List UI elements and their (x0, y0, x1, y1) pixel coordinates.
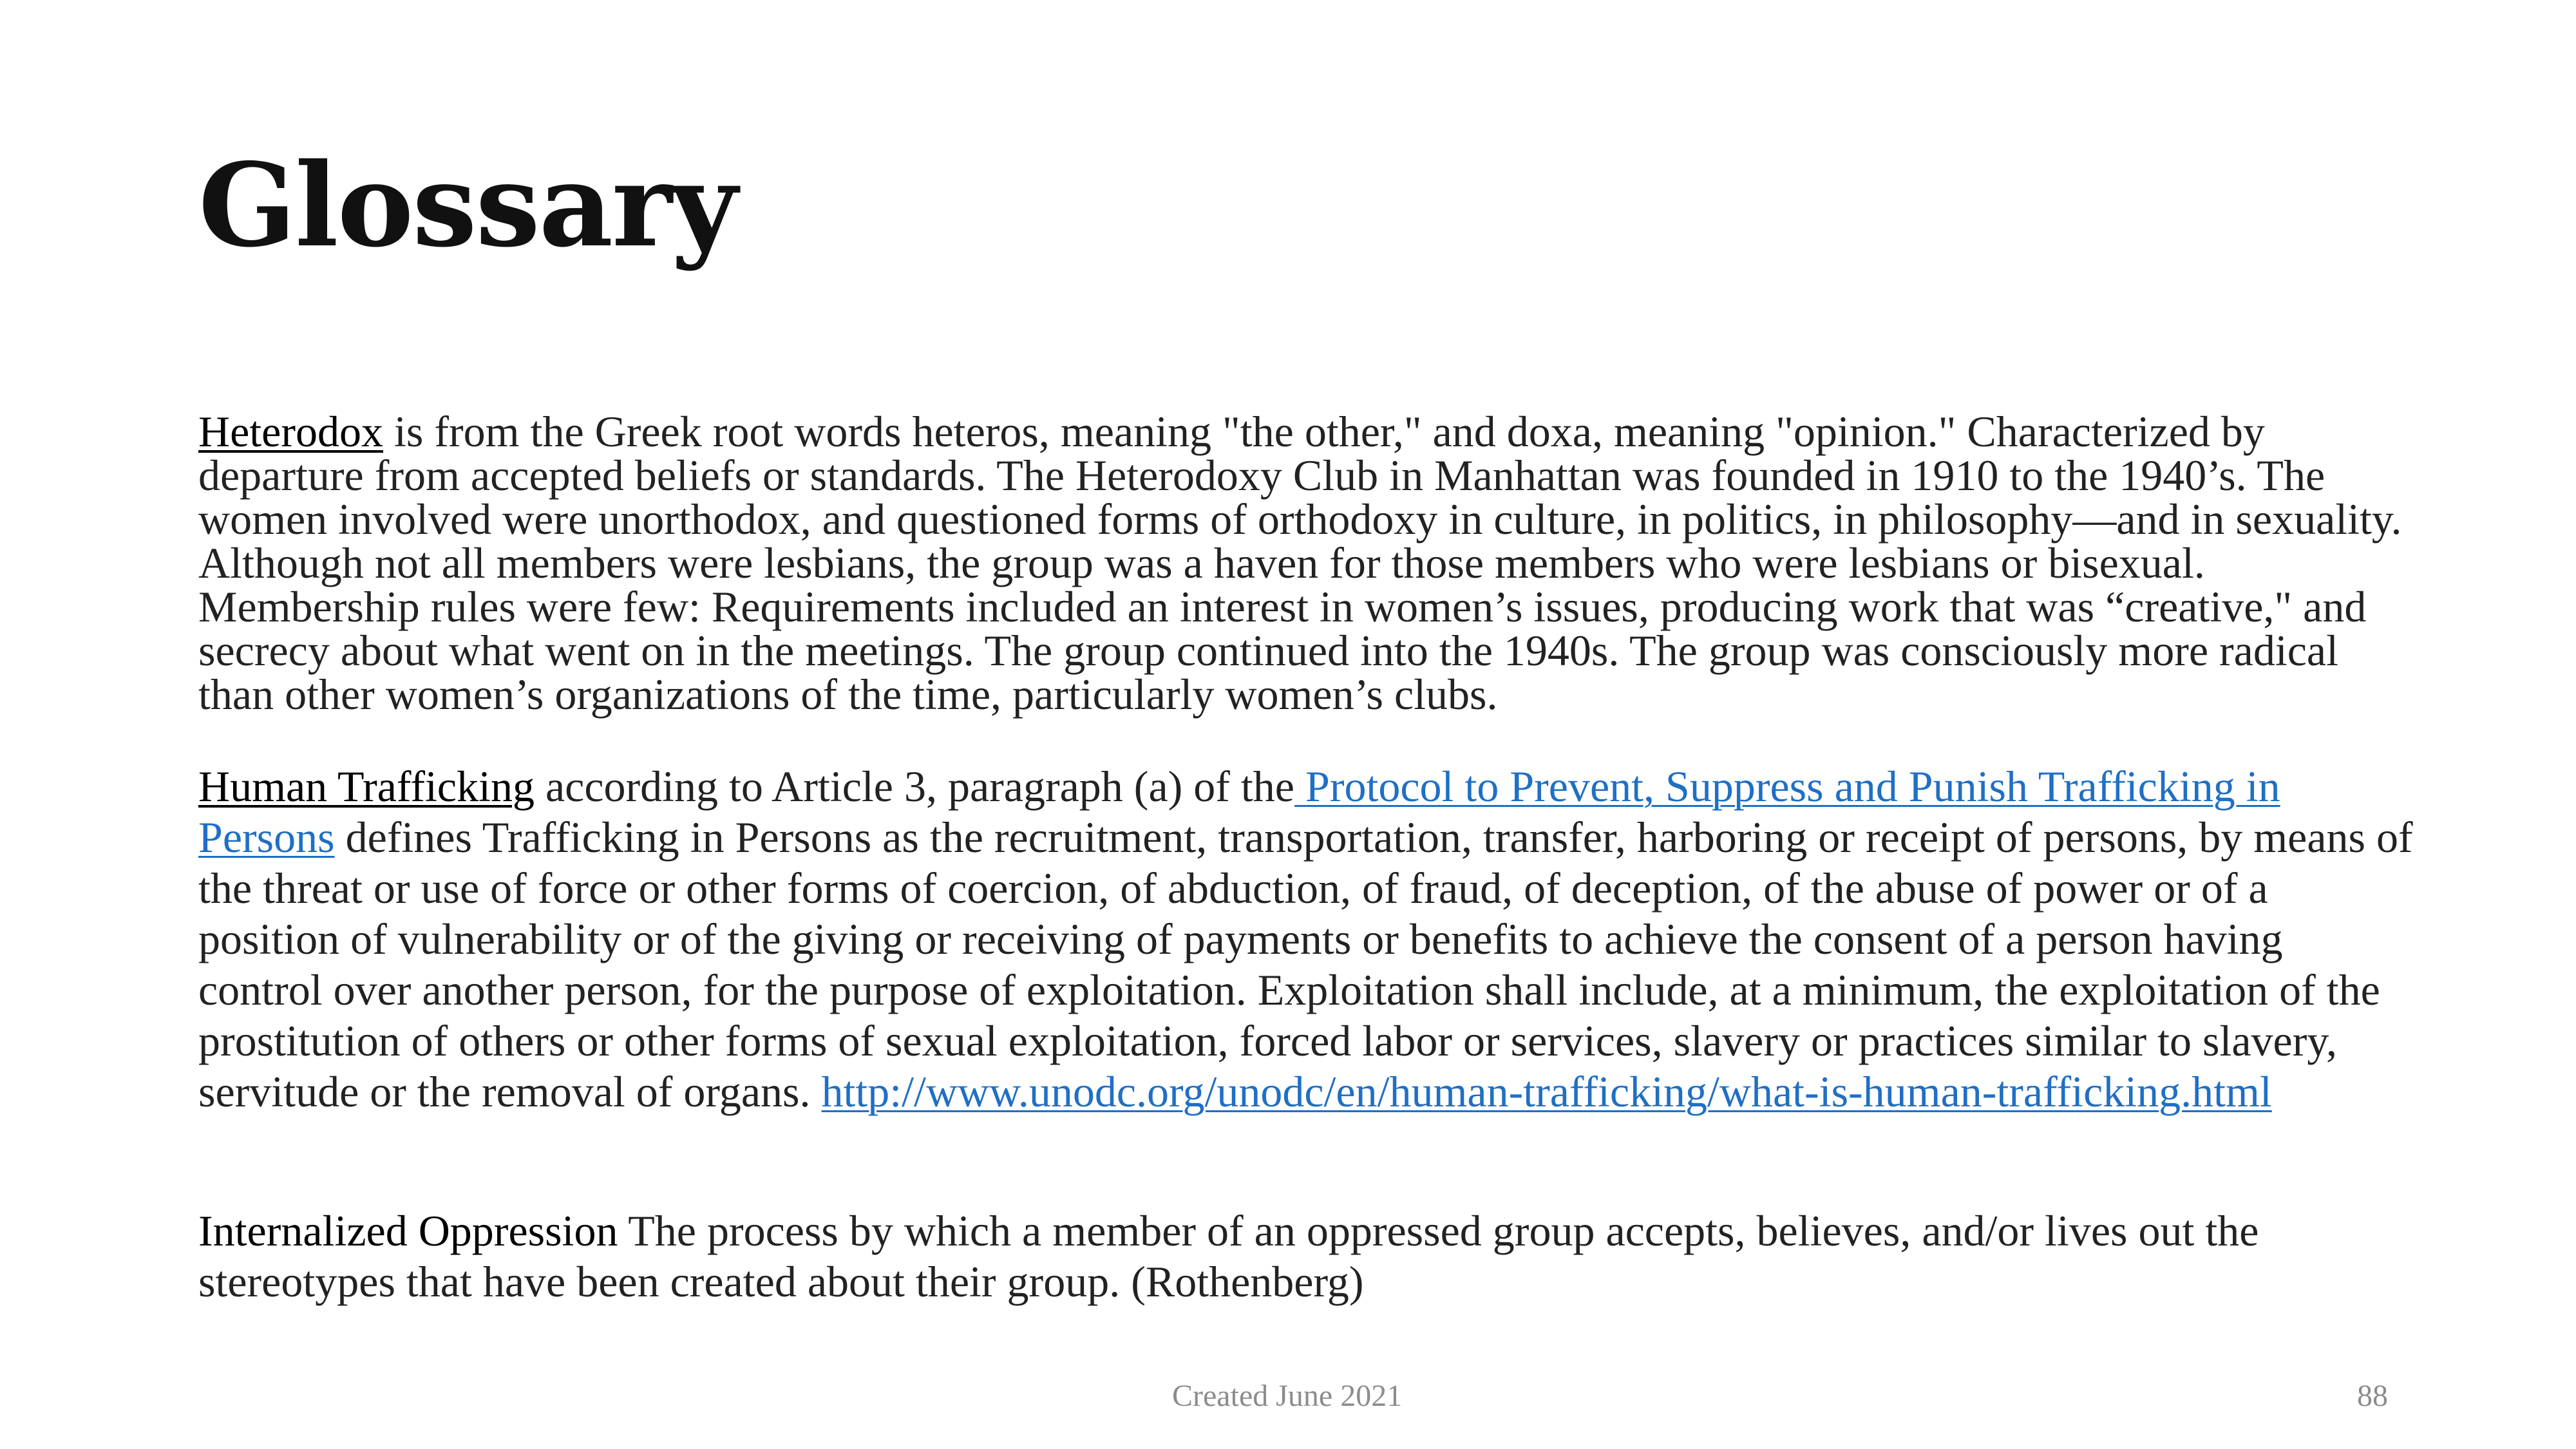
definition-human-trafficking-body: defines Trafficking in Persons as the recruitment, transportation, transfer, harboring or receipt of persons, by means of the threat or use of force or other forms of coercion, of abduction, of fraud, of deception, of the abuse of power or of a position of vulnerability or of the giving or receiving of payments or benefits to achieve the consent of a person having control over another person, for the purpose of exploitation. Exploitation shall include, at a minimum, the exploitation of the prostitution of others or other forms of sexual exploitation, forced labor or services, slavery or practices similar to slavery, servitude or the removal of organs. (198, 813, 2413, 1116)
protocol-link[interactable]: Protocol to Prevent, Suppress and Punish Trafficking in Persons (198, 762, 2280, 862)
footer-created-date: Created June 2021 (1172, 1379, 1403, 1413)
glossary-entry-internalized-oppression (198, 1206, 2414, 1307)
definition-internalized-oppression: The process by which a member of an oppressed group accepts, believes, and/or lives out the stereotypes that have been created about their group. (Rothenberg) (198, 1206, 2259, 1306)
term-human-trafficking: Human Trafficking (198, 762, 535, 811)
term-internalized-oppression: Internalized Oppression (198, 1206, 618, 1255)
page-number: 88 (2357, 1379, 2388, 1413)
term-heterodox: Heterodox (198, 407, 384, 456)
slide-title: Glossary (198, 138, 737, 272)
definition-human-trafficking-intro: according to Article 3, paragraph (a) of the (534, 762, 1294, 811)
glossary-entry-human-trafficking (198, 761, 2414, 1117)
definition-heterodox: is from the Greek root words heteros, meaning "the other," and doxa, meaning "opinion." Characterized by departure from accepted beliefs or standards. The Heterodoxy Club in Manhattan was founded in 1910 to the 1940’s. The women involved were unorthodox, and questioned forms of orthodoxy in culture, in politics, in philosophy—and in sexuality. Although not all members were lesbians, the group was a haven for those members who were lesbians or bisexual. Membership rules were few: Requirements included an interest in women’s issues, producing work that was “creative," and secrecy about what went on in the meetings. The group continued into the 1940s. The group was consciously more radical than other women’s organizations of the time, particularly women’s clubs. (198, 407, 2402, 719)
glossary-entry-heterodox (198, 407, 2414, 719)
unodc-url-link[interactable]: http://www.unodc.org/unodc/en/human-trafficking/what-is-human-trafficking.html (821, 1067, 2272, 1116)
